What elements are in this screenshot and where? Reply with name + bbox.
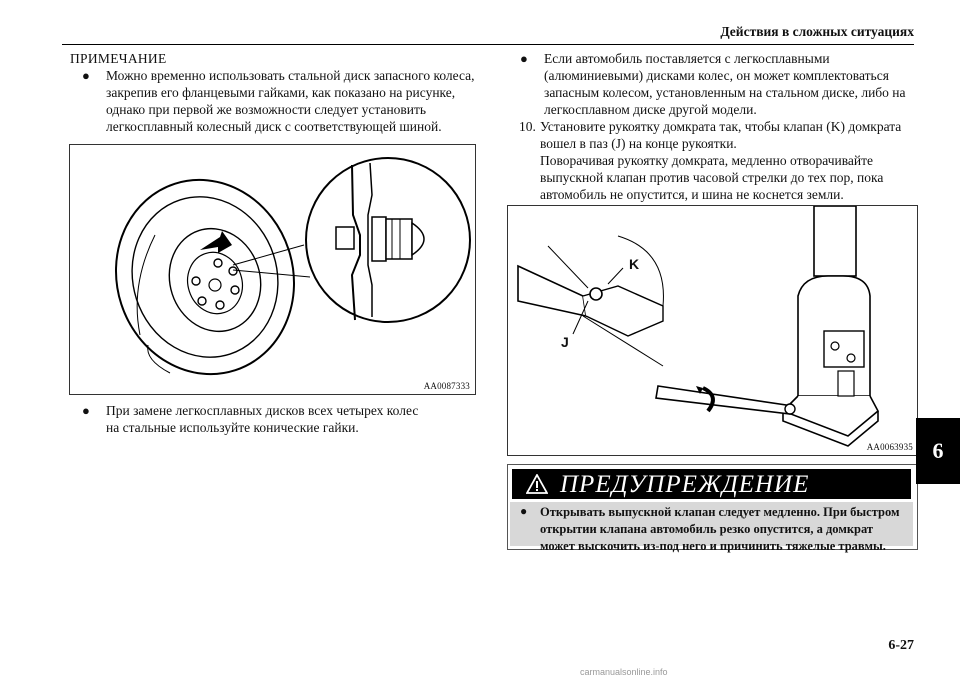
- note-bullet-2: [82, 402, 482, 438]
- right-bullet-text: Если автомобиль поставляется с легкосплавными (алюминиевыми) дисками колес, он может комплектоваться запасным колесом, установленным на стальном диске, либо на легкосплавном диске другой модели.: [544, 51, 906, 117]
- watermark-text: carmanualsonline.info: [580, 667, 668, 677]
- step-10: [540, 118, 930, 203]
- bullet-icon: ●: [82, 68, 90, 83]
- page-header-title: Действия в сложных ситуациях: [720, 24, 914, 39]
- note-title: ПРИМЕЧАНИЕ: [70, 51, 167, 66]
- warning-header: [512, 469, 911, 499]
- note-bullet-2-text: При замене легкосплавных дисков всех четырех колес на стальные используйте конические гайки.: [106, 403, 419, 435]
- step-number: 10.: [519, 119, 536, 134]
- step-10-text: Установите рукоятку домкрата так, чтобы клапан (K) домкрата вошел в паз (J) на конце рукоятки. Поворачивая рукоятку домкрата, медленно отворачивайте выпускной клапан против часовой стрелки до тех пор, пока автомобиль не опустится, и шина не коснется земли.: [540, 119, 902, 202]
- warning-text: Открывать выпускной клапан следует медленно. При быстром открытии клапана автомобиль резко опустится, а домкрат может выскочить из-под него и причинить тяжелые травмы.: [540, 505, 900, 553]
- jack-illustration: [508, 206, 917, 455]
- warning-body: [510, 502, 913, 553]
- note-bullet-1: [82, 67, 502, 137]
- bullet-icon: ●: [82, 403, 90, 418]
- jack-figure: [507, 205, 918, 456]
- label-j: J: [561, 334, 569, 350]
- warning-box: [507, 464, 918, 553]
- note-bullet-1-text: Можно временно использовать стальной диск запасного колеса, закрепив его фланцевыми гайками, как показано на рисунке, однако при первой же возможности следует установить легкосплавный колесный диск с соответствующей шиной.: [106, 68, 475, 134]
- page-number: 6-27: [888, 638, 914, 653]
- label-k: K: [629, 256, 640, 272]
- figure-code-left: AA0087333: [423, 381, 470, 391]
- bullet-icon: ●: [520, 51, 528, 66]
- figure-code-right: AA0063935: [866, 442, 913, 452]
- bullet-icon: ●: [520, 504, 528, 518]
- header-rule: [62, 44, 914, 45]
- wheel-illustration: [70, 145, 475, 394]
- wheel-figure: [69, 144, 476, 395]
- chapter-tab: 6: [916, 418, 960, 484]
- warning-title: ПРЕДУПРЕЖДЕНИЕ: [560, 471, 810, 498]
- right-bullet: [520, 50, 920, 120]
- warning-triangle-icon: [526, 474, 548, 494]
